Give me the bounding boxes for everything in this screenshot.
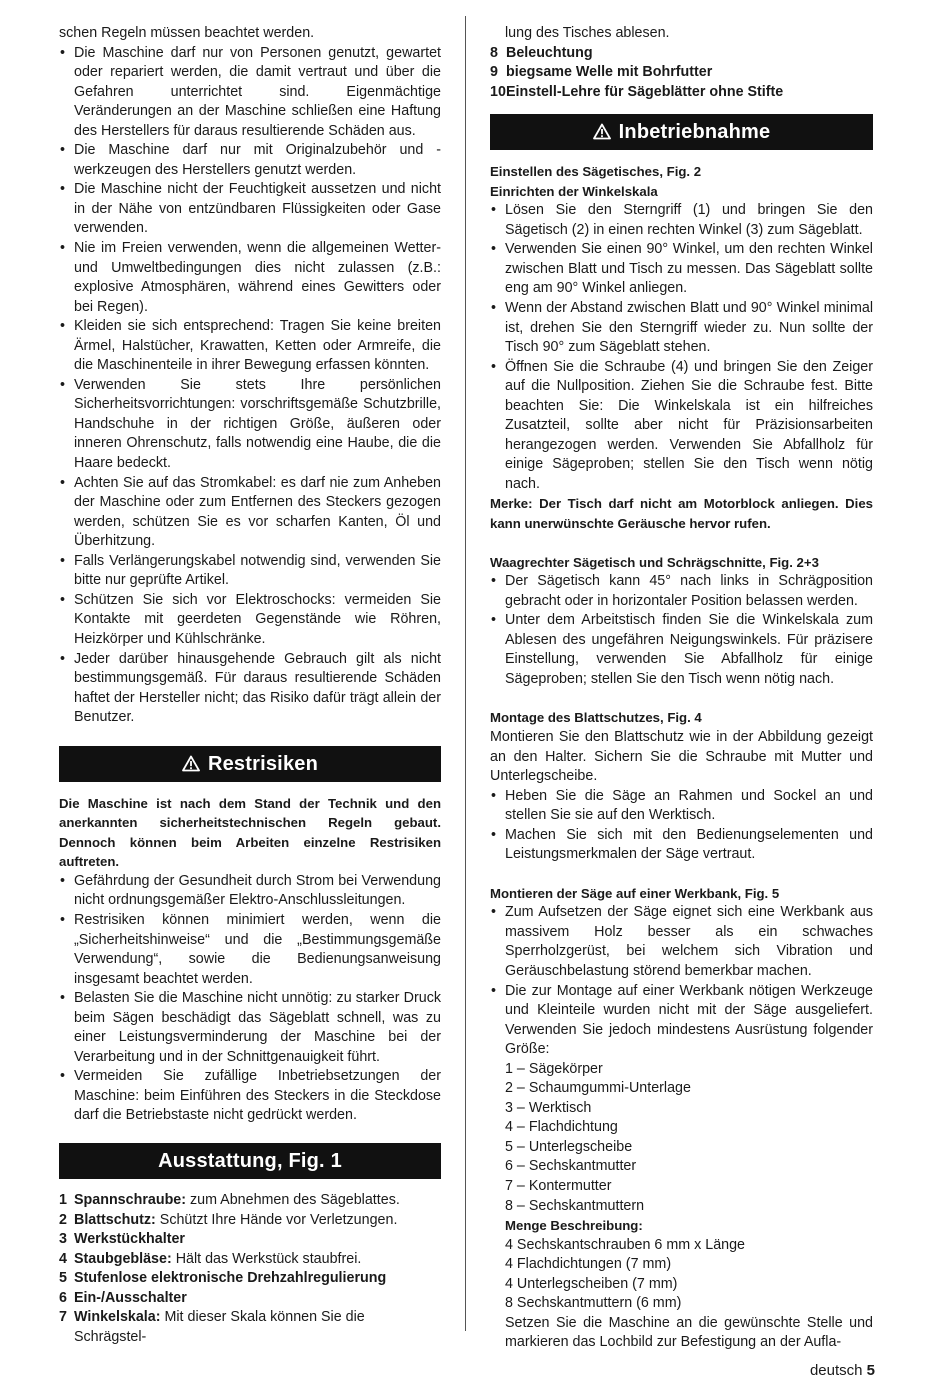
- list-item: • Achten Sie auf das Stromkabel: es darf nie zum Anheben der Maschine oder zum Entfernen des Steckers gezogen werden, schützen Sie es vor scharfen Kanten, Öl und Überhitzung.: [59, 474, 441, 552]
- list-item: 3 Werkstückhalter: [59, 1231, 185, 1248]
- sec1-bullet-list: [490, 201, 873, 494]
- continued-text: lung des Tisches ablesen.: [505, 25, 670, 41]
- safety-bullet-list: [59, 44, 441, 728]
- list-item: • Vermeiden Sie zufällige Inbetriebsetzungen der Maschine: beim Einführen des Steckers in die Steckdose darf die Betriebstaste nicht gedrückt werden.: [59, 1067, 441, 1126]
- section-heading: Montage des Blattschutzes, Fig. 4: [490, 710, 702, 726]
- list-item: • Verwenden Sie einen 90° Winkel, um den rechten Winkel zwischen Blatt und Tisch zu messen. Das Sägeblatt sollte eng am 90° Winkel anliegen.: [490, 240, 873, 299]
- list-item: 7 Winkelskala: Mit dieser Skala können Sie die Schrägstel-: [59, 1309, 365, 1345]
- section-heading: Waagrechter Sägetisch und Schrägschnitte, Fig. 2+3: [490, 554, 819, 570]
- list-item: • Lösen Sie den Sterngriff (1) und bringen Sie den Sägetisch (2) in einen rechten Winkel (3) zum Sägeblatt.: [490, 201, 873, 240]
- list-item: • Die Maschine nicht der Feuchtigkeit aussetzen und nicht in der Nähe von entzündbaren Flüssigkeiten oder Gase verwenden.: [59, 180, 441, 239]
- parts-list: [490, 1060, 873, 1353]
- list-item: 4 Unterlegscheiben (7 mm): [505, 1275, 678, 1292]
- restrisiken-intro: Die Maschine ist nach dem Stand der Technik und den anerkannten sicherheitstechnischen Regeln gebaut. Dennoch können beim Arbeiten einzelne Restrisiken auftreten.: [59, 795, 441, 870]
- section-title: Ausstattung, Fig. 1: [158, 1149, 342, 1172]
- ausstattung-heading-bar: [59, 1143, 441, 1179]
- list-item: 4 Staubgebläse: Hält das Werkstück staubfrei.: [59, 1250, 362, 1267]
- lead-text: schen Regeln müssen beachtet werden.: [59, 25, 315, 41]
- list-item: 2 – Schaumgummi-Unterlage: [505, 1080, 691, 1097]
- column-divider: [465, 16, 466, 1331]
- warning-triangle-icon: [182, 748, 200, 784]
- sec3-bullet-list: [490, 787, 873, 865]
- sec4-bullet-list: [490, 903, 873, 1059]
- list-item: 10 Einstell-Lehre für Sägeblätter ohne Stifte: [490, 83, 784, 100]
- section-heading: Einstellen des Sägetisches, Fig. 2: [490, 164, 702, 180]
- list-item: • Die zur Montage auf einer Werkbank nötigen Werkzeuge und Kleinteile wurden nicht mit der Säge ausgeliefert. Verwenden Sie jedoch mindestens Ausrüstung folgender Größe:: [490, 982, 873, 1060]
- section-heading: Montieren der Säge auf einer Werkbank, Fig. 5: [490, 885, 780, 901]
- list-item: • Die Maschine darf nur von Personen genutzt, gewartet oder repariert werden, die damit vertraut und über die Gefahren unterrichtet sind. Eigenmächtige Veränderungen an der Maschine schließen eine Haftung des Herstellers für daraus resultierende Schäden aus.: [59, 44, 441, 142]
- list-item: • Unter dem Arbeitstisch finden Sie die Winkelskala zum Ablesen des ungefähren Neigungswinkels. Für präzisere Einstellung, verwenden Sie Abfallholz für einige Sägeproben; stellen Sie den Tisch wenn nötig nach.: [490, 611, 873, 689]
- list-item: • Wenn der Abstand zwischen Blatt und 90° Winkel minimal ist, drehen Sie den Sterngriff wieder zu. Nun sollte der Tisch 90° zum Sägeblatt stehen.: [490, 299, 873, 358]
- list-item: 8 Sechskantmuttern (6 mm): [505, 1295, 682, 1312]
- list-item: 8 Beleuchtung: [490, 44, 593, 61]
- list-item: 8 – Sechskantmuttern: [505, 1197, 645, 1214]
- list-item: 3 – Werktisch: [505, 1099, 592, 1116]
- list-item: • Jeder darüber hinausgehende Gebrauch gilt als nicht bestimmungsgemäß. Für daraus resultierende Schäden haftet der Hersteller nicht; das Risiko dafür trägt allein der Benutzer.: [59, 650, 441, 728]
- list-item: • Der Sägetisch kann 45° nach links in Schrägposition gebracht oder in horizontaler Position belassen werden.: [490, 572, 873, 611]
- restrisiken-bullet-list: [59, 872, 441, 1126]
- restrisiken-heading-bar: [59, 746, 441, 782]
- list-item: • Zum Aufsetzen der Säge eignet sich eine Werkbank aus massivem Holz besser als ein schwaches Sperrholzgerüst, bei welchem sich Vibration und Geräuschbelastung störend bemerkbar machen.: [490, 903, 873, 981]
- warning-triangle-icon: [593, 116, 611, 152]
- left-column: [59, 24, 441, 1347]
- ausstattung-list: [59, 1191, 441, 1347]
- list-item: 4 Flachdichtungen (7 mm): [505, 1256, 672, 1273]
- right-column: [490, 24, 873, 1353]
- list-item: 4 – Flachdichtung: [505, 1119, 618, 1136]
- section-subheading: Einrichten der Winkelskala: [490, 183, 658, 199]
- list-item: • Kleiden sie sich entsprechend: Tragen Sie keine breiten Ärmel, Halstücher, Krawatten, Ketten oder Armreife, die die Maschinenteile in ihrer Bewegung erfassen könnten.: [59, 317, 441, 376]
- section-title: Restrisiken: [207, 752, 319, 775]
- list-item: • Die Maschine darf nur mit Originalzubehör und -werkzeugen des Herstellers genutzt werden.: [59, 141, 441, 180]
- list-item: • Öffnen Sie die Schraube (4) und bringen Sie den Zeiger auf die Nullposition. Ziehen Sie die Schraube fest. Bitte beachten Sie: Die Winkelskala ist ein hilfreiches Zusatzteil, sollte aber nicht für Präzisionsarbeiten herangezogen werden. Verwenden Sie Abfallholz für einige Sägeproben; stellen Sie den Tisch wenn nötig nach.: [490, 358, 873, 495]
- ausstattung-list-continued: [490, 44, 873, 103]
- page-footer: [810, 1362, 875, 1379]
- quantity-heading: Menge Beschreibung:: [505, 1218, 643, 1234]
- list-item: 4 Sechskantschrauben 6 mm x Länge: [505, 1236, 746, 1253]
- list-item: 6 Ein-/Ausschalter: [59, 1289, 187, 1306]
- list-item: • Falls Verlängerungskabel notwendig sind, verwenden Sie bitte nur geprüfte Artikel.: [59, 552, 441, 591]
- list-item: • Verwenden Sie stets Ihre persönlichen Sicherheitsvorrichtungen: vorschriftsgemäße Schutzbrille, Handschuhe in der richtigen Größe, äußeren oder inneren Ohrenschutz, falls notwendig eine Haube, die die Haare bedeckt.: [59, 376, 441, 474]
- list-item: • Nie im Freien verwenden, wenn die allgemeinen Wetter- und Umweltbedingungen dies nicht zulassen (z.B.: explosive Atmosphären, während eines Gewitters oder bei Regen).: [59, 239, 441, 317]
- paragraph: Montieren Sie den Blattschutz wie in der Abbildung gezeigt an den Halter. Sichern Sie die Schraube mit Mutter und Unterlegscheibe.: [490, 728, 873, 785]
- list-item: 2 Blattschutz: Schützt Ihre Hände vor Verletzungen.: [59, 1211, 398, 1228]
- list-item: • Machen Sie sich mit den Bedienungselementen und Leistungsmerkmalen der Säge vertraut.: [490, 826, 873, 865]
- sec2-bullet-list: [490, 572, 873, 689]
- list-item: 6 – Sechskantmutter: [505, 1158, 637, 1175]
- note-text: Merke: Der Tisch darf nicht am Motorblock anliegen. Dies kann unerwünschte Geräusche hervor rufen.: [490, 496, 873, 532]
- list-item: 1 Spannschraube: zum Abnehmen des Sägeblattes.: [59, 1191, 400, 1208]
- page-number: 5: [866, 1362, 875, 1379]
- list-item: • Belasten Sie die Maschine nicht unnötig: zu starker Druck beim Sägen beschädigt das Sägeblatt schnell, was zu einer Leistungsverminderung der Maschine bei der Verarbeitung und in der Schnittgenauigkeit führt.: [59, 989, 441, 1067]
- section-title: Inbetriebnahme: [618, 121, 771, 144]
- list-item: 9 biegsame Welle mit Bohrfutter: [490, 64, 713, 81]
- list-item: • Restrisiken können minimiert werden, wenn die „Sicherheitshinweise“ und die „Bestimmungsgemäße Verwendung“, sowie die Bedienungsanweisung insgesamt beachtet werden.: [59, 911, 441, 989]
- inbetriebnahme-heading-bar: [490, 114, 873, 150]
- list-item: 7 – Kontermutter: [505, 1177, 612, 1194]
- list-item: • Schützen Sie sich vor Elektroschocks: vermeiden Sie Kontakte mit geerdeten Gegenstände wie Röhren, Heizkörper und Kühlschränke.: [59, 591, 441, 650]
- list-item: • Heben Sie die Säge an Rahmen und Sockel an und stellen Sie sie auf den Werktisch.: [490, 787, 873, 826]
- footer-language: deutsch: [809, 1362, 863, 1379]
- list-item: 1 – Sägekörper: [505, 1060, 603, 1077]
- list-item: 5 Stufenlose elektronische Drehzahlregulierung: [59, 1270, 387, 1287]
- list-item: 5 – Unterlegscheibe: [505, 1138, 633, 1155]
- list-item: • Gefährdung der Gesundheit durch Strom bei Verwendung nicht ordnungsgemäßer Elektro-Anschlussleitungen.: [59, 872, 441, 911]
- closing-text: Setzen Sie die Maschine an die gewünschte Stelle und markieren das Lochbild zur Befestigung an der Aufla-: [505, 1314, 873, 1351]
